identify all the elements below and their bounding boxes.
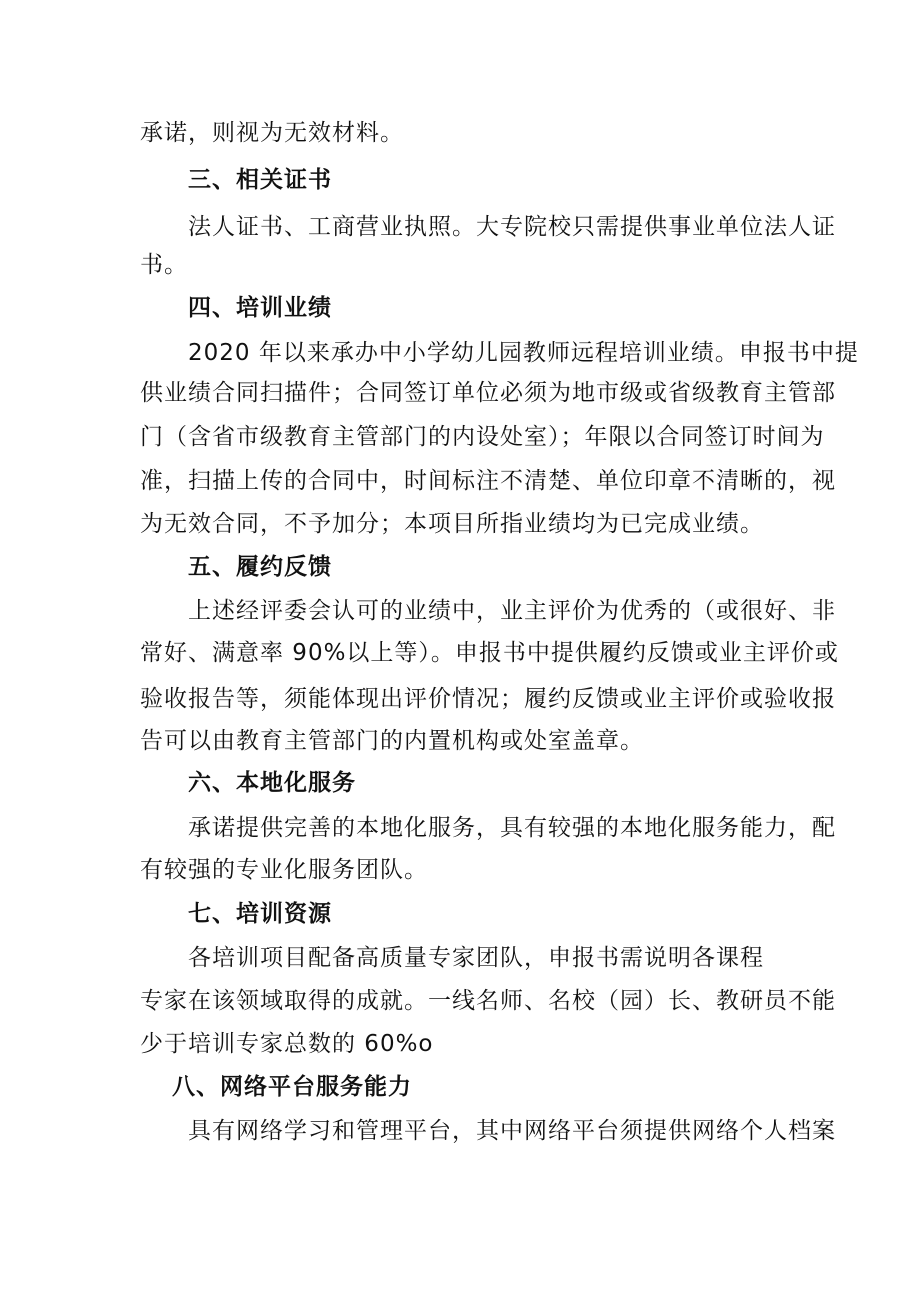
- section-heading-certificates: 三、相关证书: [188, 167, 332, 193]
- paragraph-line: 告可以由教育主管部门的内置机构或处室盖章。: [140, 728, 644, 754]
- paragraph-line: 供业绩合同扫描件；合同签订单位必须为地市级或省级教育主管部: [140, 380, 836, 406]
- paragraph-line: 为无效合同，不予加分；本项目所指业绩均为已完成业绩。: [140, 511, 764, 537]
- paragraph-line: 2020 年以来承办中小学幼儿园教师远程培训业绩。申报书中提: [188, 340, 859, 366]
- paragraph-line: 门（含省市级教育主管部门的内设处室）；年限以合同签订时间为: [140, 424, 825, 450]
- paragraph-line: 常好、满意率 90%以上等）。申报书中提供履约反馈或业主评价或: [140, 640, 839, 666]
- paragraph-line: 具有网络学习和管理平台，其中网络平台须提供网络个人档案: [188, 1118, 836, 1144]
- paragraph-line: 承诺提供完善的本地化服务，具有较强的本地化服务能力，配: [188, 815, 836, 841]
- section-heading-network-platform: 八、网络平台服务能力: [172, 1074, 412, 1100]
- section-heading-training-performance: 四、培训业绩: [188, 295, 332, 321]
- paragraph-line: 法人证书、工商营业执照。大专院校只需提供事业单位法人证: [188, 214, 836, 240]
- paragraph-line: 书。: [140, 252, 188, 278]
- section-heading-training-resources: 七、培训资源: [188, 901, 332, 927]
- paragraph-line: 准，扫描上传的合同中，时间标注不清楚、单位印章不清晰的，视: [140, 468, 836, 494]
- paragraph-line: 有较强的专业化服务团队。: [140, 857, 428, 883]
- paragraph-line: 验收报告等，须能体现出评价情况；履约反馈或业主评价或验收报: [140, 686, 836, 712]
- section-heading-performance-feedback: 五、履约反馈: [188, 554, 332, 580]
- paragraph-line: 专家在该领域取得的成就。一线名师、名校（园）长、教研员不能: [140, 988, 836, 1014]
- paragraph-line: 上述经评委会认可的业绩中，业主评价为优秀的（或很好、非: [188, 598, 836, 624]
- paragraph-line: 各培训项目配备高质量专家团队，申报书需说明各课程: [188, 945, 764, 971]
- paragraph-line: 少于培训专家总数的 60%o: [140, 1031, 434, 1057]
- section-heading-localized-service: 六、本地化服务: [188, 770, 356, 796]
- paragraph-line: 承诺，则视为无效材料。: [140, 120, 404, 146]
